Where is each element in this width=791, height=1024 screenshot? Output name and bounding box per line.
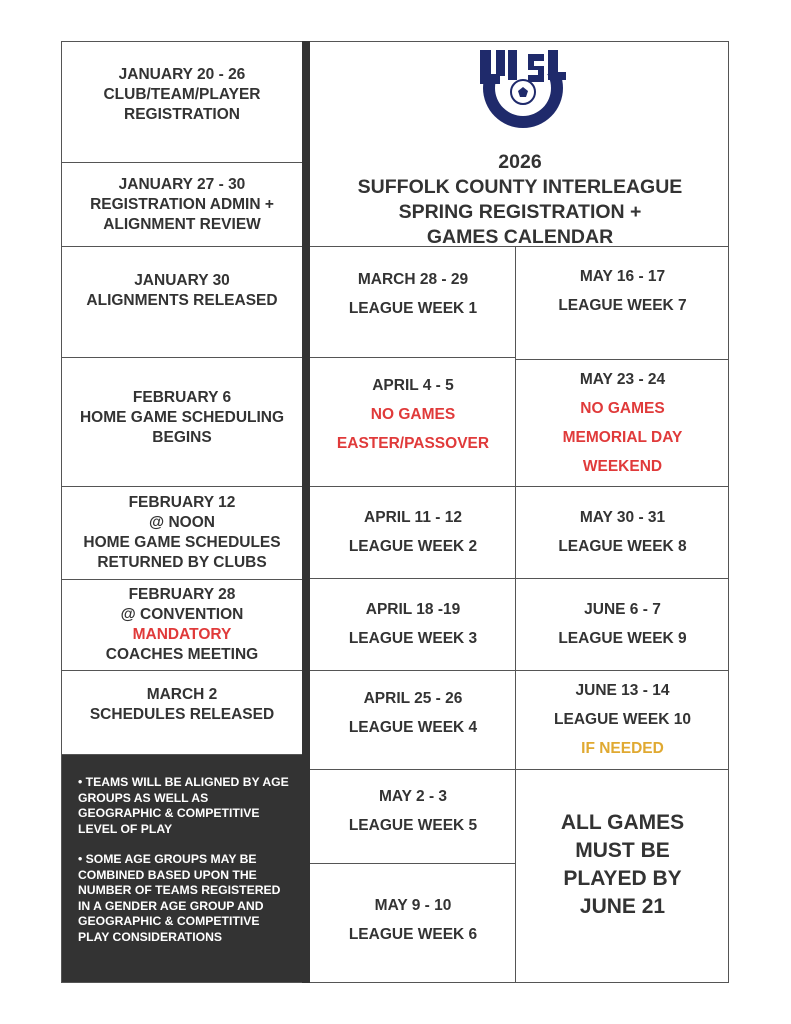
cell-date: JANUARY 20 - 26	[118, 66, 246, 83]
left-cell-coaches-meeting	[62, 580, 302, 670]
cell-date: FEBRUARY 12	[128, 494, 236, 511]
cell-date: APRIL 4 - 5	[372, 377, 454, 394]
cell-text: RETURNED BY CLUBS	[97, 554, 267, 571]
holiday-label: WEEKEND	[582, 457, 663, 475]
cell-text: @ NOON	[149, 514, 215, 531]
title-line: GAMES CALENDAR	[426, 226, 614, 248]
no-games-label: NO GAMES	[580, 399, 665, 417]
cell-label: LEAGUE WEEK 9	[558, 630, 687, 647]
title-line: SUFFOLK COUNTY INTERLEAGUE	[357, 176, 683, 198]
week-cell	[516, 671, 729, 769]
left-cell-schedules-released	[62, 671, 302, 754]
left-cell-admin-review	[62, 163, 302, 246]
cell-date: APRIL 11 - 12	[364, 509, 462, 526]
week-cell	[311, 487, 515, 578]
logo-letter	[496, 50, 505, 76]
left-cell-registration	[62, 42, 302, 162]
page-title	[311, 150, 729, 250]
no-games-label: NO GAMES	[370, 406, 456, 423]
final-note	[516, 770, 729, 982]
title-year: 2026	[498, 151, 542, 173]
left-cell-alignments	[62, 247, 302, 357]
cell-date: APRIL 25 - 26	[363, 689, 463, 707]
cell-text: ALIGNMENT REVIEW	[103, 215, 261, 233]
cell-label: LEAGUE WEEK 2	[348, 538, 478, 555]
column-divider	[302, 41, 310, 983]
week-cell	[516, 579, 729, 670]
week-cell	[516, 247, 729, 359]
title-line: SPRING REGISTRATION +	[398, 201, 642, 223]
mandatory-label: MANDATORY	[132, 626, 232, 643]
cell-date: MARCH 2	[146, 686, 218, 703]
if-needed-label: IF NEEDED	[581, 740, 664, 757]
cell-label: LEAGUE WEEK 1	[348, 299, 478, 317]
week-cell	[311, 864, 515, 982]
cell-text: BEGINS	[152, 429, 212, 446]
cell-date: JANUARY 30	[134, 272, 230, 289]
lijsl-logo	[478, 48, 568, 134]
cell-text: @ CONVENTION	[120, 606, 244, 623]
week-cell	[311, 579, 515, 670]
final-note-line: MUST BE	[575, 839, 670, 862]
cell-label: LEAGUE WEEK 7	[558, 296, 687, 314]
cell-text: REGISTRATION	[124, 106, 240, 123]
cell-date: MAY 9 - 10	[374, 896, 452, 914]
cell-date: FEBRUARY 28	[128, 586, 236, 603]
cell-text: COACHES MEETING	[105, 646, 259, 663]
logo-letter	[548, 72, 566, 80]
note-alignment: • TEAMS WILL BE ALIGNED BY AGE GROUPS AS WELL AS GEOGRAPHIC & COMPETITIVE LEVEL OF PLAY	[78, 775, 289, 836]
logo-letter	[528, 54, 544, 82]
cell-date: MAY 23 - 24	[579, 370, 666, 388]
left-cell-scheduling	[62, 358, 302, 486]
cell-date: FEBRUARY 6	[132, 389, 232, 406]
holiday-label: MEMORIAL DAY	[562, 428, 683, 446]
cell-date: MAY 2 - 3	[378, 788, 448, 805]
logo-letter	[508, 50, 517, 80]
cell-label: LEAGUE WEEK 3	[348, 630, 478, 647]
final-note-line: PLAYED BY	[563, 867, 682, 890]
left-cell-schedules-returned	[62, 487, 302, 579]
cell-text: HOME GAME SCHEDULING	[79, 409, 285, 426]
cell-text: SCHEDULES RELEASED	[89, 706, 275, 723]
week-cell	[311, 671, 515, 769]
note-combined-groups: • SOME AGE GROUPS MAY BE COMBINED BASED UPON THE NUMBER OF TEAMS REGISTERED IN A GENDER AGE GROUP AND GEOGRAPHIC & COMPETITIVE PLAY CONSIDERATIONS	[78, 852, 281, 944]
cell-date: JANUARY 27 - 30	[118, 175, 246, 193]
cell-date: MAY 16 - 17	[579, 267, 666, 285]
cell-label: LEAGUE WEEK 6	[348, 925, 478, 943]
week-cell	[311, 247, 515, 357]
cell-label: LEAGUE WEEK 10	[554, 711, 691, 728]
week-cell	[311, 770, 515, 863]
cell-date: JUNE 6 - 7	[584, 601, 661, 618]
cell-text: ALIGNMENTS RELEASED	[86, 292, 278, 309]
cell-label: LEAGUE WEEK 5	[348, 817, 478, 834]
cell-date: MAY 30 - 31	[579, 509, 666, 526]
week-cell	[311, 358, 515, 486]
cell-text: REGISTRATION ADMIN +	[90, 195, 274, 213]
week-cell	[516, 360, 729, 486]
final-note-line: ALL GAMES	[560, 811, 685, 834]
final-note-line: JUNE 21	[579, 895, 666, 918]
holiday-label: EASTER/PASSOVER	[336, 435, 490, 452]
cell-date: APRIL 18 -19	[365, 601, 461, 618]
cell-label: LEAGUE WEEK 8	[558, 538, 687, 555]
cell-text: CLUB/TEAM/PLAYER	[103, 86, 261, 103]
cell-date: MARCH 28 - 29	[357, 270, 469, 288]
cell-date: JUNE 13 - 14	[575, 682, 670, 699]
notes-panel	[62, 755, 302, 982]
week-cell	[516, 487, 729, 578]
logo-letter	[480, 76, 500, 84]
cell-label: LEAGUE WEEK 4	[348, 718, 478, 736]
cell-text: HOME GAME SCHEDULES	[83, 534, 281, 551]
